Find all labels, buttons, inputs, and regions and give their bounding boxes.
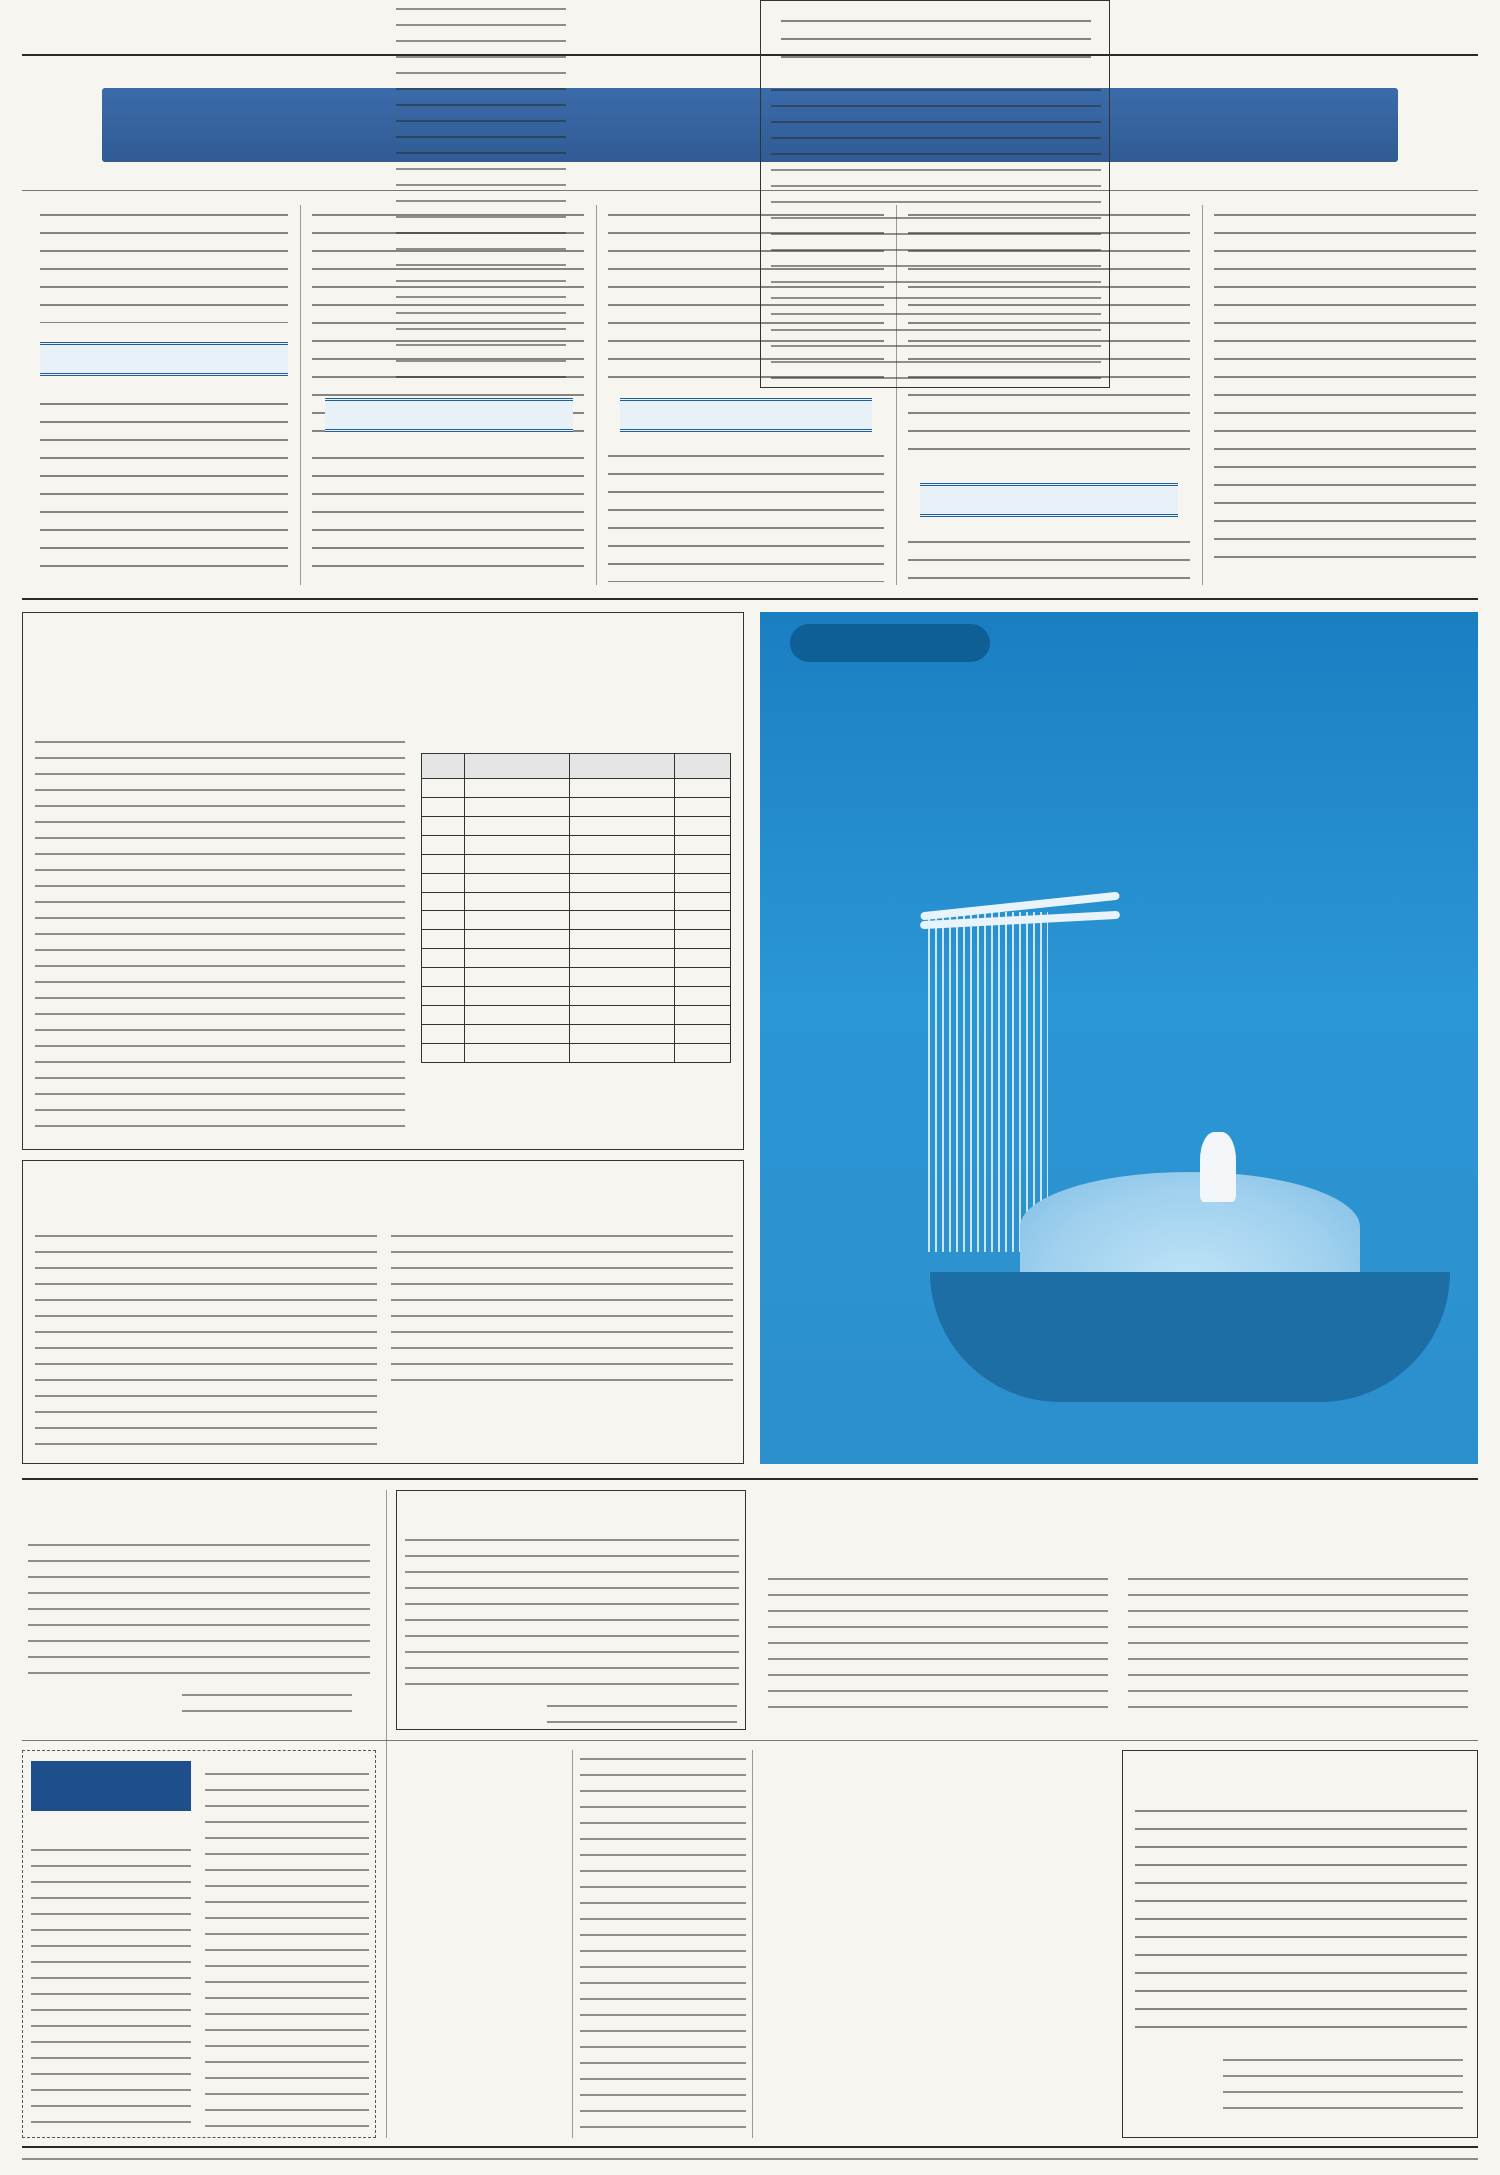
section-rule-1	[22, 598, 1478, 600]
table-row	[422, 949, 731, 968]
table-cell	[422, 1024, 465, 1043]
article-col-1-para-1	[40, 205, 288, 323]
table-cell	[675, 987, 731, 1006]
housing-fund-body	[28, 1536, 370, 1676]
article-col-3-para-2	[608, 446, 884, 582]
headline-block	[22, 72, 1478, 182]
table-cell	[570, 779, 675, 798]
table-cell	[465, 1043, 570, 1062]
table-cell	[465, 779, 570, 798]
lost-notice-body-right	[205, 1765, 369, 2131]
table-cell	[570, 1024, 675, 1043]
table-row	[422, 1006, 731, 1025]
table-cell	[465, 873, 570, 892]
table-cell	[570, 835, 675, 854]
table-cell	[465, 797, 570, 816]
table-row	[422, 835, 731, 854]
table-cell	[422, 987, 465, 1006]
table-cell	[675, 854, 731, 873]
headline-band	[102, 88, 1398, 162]
table-row	[422, 892, 731, 911]
public-service-ad	[760, 612, 1478, 1464]
table-cell	[422, 1006, 465, 1025]
table-cell	[675, 968, 731, 987]
table-cell	[570, 797, 675, 816]
housing-fund-notice	[22, 1490, 376, 1730]
statement-body	[405, 1531, 739, 1691]
table-cell	[422, 968, 465, 987]
table-row	[422, 911, 731, 930]
table-cell	[675, 873, 731, 892]
footer-rule	[22, 2146, 1478, 2148]
article-subhead-4	[920, 483, 1178, 517]
table-cell	[570, 1043, 675, 1062]
complaint-notice	[22, 1160, 744, 1464]
table-row	[422, 968, 731, 987]
article-col-5-para-1	[1214, 205, 1476, 565]
table-cell	[465, 987, 570, 1006]
table-row	[422, 854, 731, 873]
table-cell	[570, 911, 675, 930]
table-cell	[675, 892, 731, 911]
header-rule	[22, 54, 1478, 56]
exam-notice	[22, 612, 744, 1150]
table-cell	[570, 854, 675, 873]
small-ads-col-1	[396, 0, 566, 380]
table-cell	[422, 816, 465, 835]
column-rule-6	[572, 1750, 573, 2138]
table-row	[422, 987, 731, 1006]
table-cell	[465, 892, 570, 911]
construction-notice	[1122, 1750, 1478, 2138]
statement-notice	[396, 1490, 746, 1730]
planning-notice	[760, 1490, 1478, 1730]
planning-body-right	[1128, 1570, 1468, 1720]
table-cell	[465, 854, 570, 873]
table-cell	[465, 930, 570, 949]
table-cell	[465, 911, 570, 930]
lost-notice-title	[31, 1761, 191, 1811]
table-row	[422, 816, 731, 835]
table-cell	[465, 816, 570, 835]
construction-signature	[1223, 2051, 1463, 2121]
planning-notice-2-title	[781, 11, 1091, 67]
table-cell	[570, 873, 675, 892]
page-header	[22, 8, 1478, 48]
column-rule-1	[300, 205, 301, 585]
article-subhead-2	[325, 398, 573, 432]
table-row	[422, 930, 731, 949]
table-cell	[422, 892, 465, 911]
table-cell	[675, 816, 731, 835]
planning-notice-2-body	[771, 81, 1101, 381]
article-col-1-para-2	[40, 394, 288, 582]
table-cell	[422, 1043, 465, 1062]
table-header-cell	[570, 754, 675, 779]
table-cell	[570, 930, 675, 949]
table-header-row	[422, 754, 731, 779]
article-col-2-para-2	[312, 448, 584, 582]
table-cell	[675, 835, 731, 854]
section-rule-2	[22, 1478, 1478, 1480]
table-cell	[675, 949, 731, 968]
noodle-strands-icon	[928, 912, 1048, 1252]
complaint-notice-body-left	[35, 1227, 377, 1457]
table-row	[422, 779, 731, 798]
grain-pile-icon	[1020, 1172, 1360, 1282]
table-header-cell	[422, 754, 465, 779]
table-row	[422, 1024, 731, 1043]
complaint-notice-body-right	[391, 1227, 733, 1387]
construction-body	[1135, 1801, 1467, 2041]
table-cell	[570, 987, 675, 1006]
table-cell	[570, 816, 675, 835]
table-cell	[422, 779, 465, 798]
table-header-cell	[465, 754, 570, 779]
column-rule-2	[596, 205, 597, 585]
table-cell	[675, 1024, 731, 1043]
table-cell	[570, 968, 675, 987]
footer-info	[22, 2150, 1478, 2172]
table-cell	[422, 854, 465, 873]
table-cell	[570, 1006, 675, 1025]
table-cell	[570, 892, 675, 911]
table-cell	[422, 949, 465, 968]
exam-notice-body	[35, 733, 405, 1133]
table-cell	[465, 1006, 570, 1025]
table-cell	[675, 930, 731, 949]
table-cell	[675, 1006, 731, 1025]
column-rule-4	[1202, 205, 1203, 585]
article-col-4-para-2	[908, 532, 1190, 584]
table-cell	[570, 949, 675, 968]
headline-rule	[22, 190, 1478, 191]
article-subhead-3	[620, 398, 872, 432]
planning-notice-2	[760, 0, 1110, 388]
table-row	[422, 797, 731, 816]
ad-tag	[790, 624, 990, 662]
lost-notice-column	[22, 1750, 376, 2138]
table-cell	[422, 797, 465, 816]
table-cell	[465, 949, 570, 968]
table-cell	[675, 779, 731, 798]
table-cell	[465, 1024, 570, 1043]
column-rule-7	[752, 1750, 753, 2138]
table-cell	[675, 911, 731, 930]
statement-signature	[547, 1697, 737, 1725]
planning-body-left	[768, 1570, 1108, 1720]
exam-contact-table	[421, 753, 731, 1063]
table-cell	[422, 930, 465, 949]
table-row	[422, 873, 731, 892]
bowl-icon	[930, 1272, 1450, 1402]
table-cell	[465, 835, 570, 854]
farmer-figure-icon	[1200, 1132, 1236, 1202]
contact-table	[421, 753, 731, 1063]
article-subhead-1	[40, 342, 288, 376]
table-cell	[422, 835, 465, 854]
column-rule-5	[386, 1490, 387, 2138]
lost-notice-body-left	[31, 1841, 191, 2131]
table-header-cell	[675, 754, 731, 779]
small-ads-col-2	[580, 1750, 746, 2130]
table-cell	[422, 873, 465, 892]
section-rule-3	[22, 1740, 1478, 1741]
table-cell	[465, 968, 570, 987]
housing-fund-signature	[182, 1686, 352, 1718]
table-cell	[422, 911, 465, 930]
table-cell	[675, 1043, 731, 1062]
table-cell	[675, 797, 731, 816]
table-row	[422, 1043, 731, 1062]
